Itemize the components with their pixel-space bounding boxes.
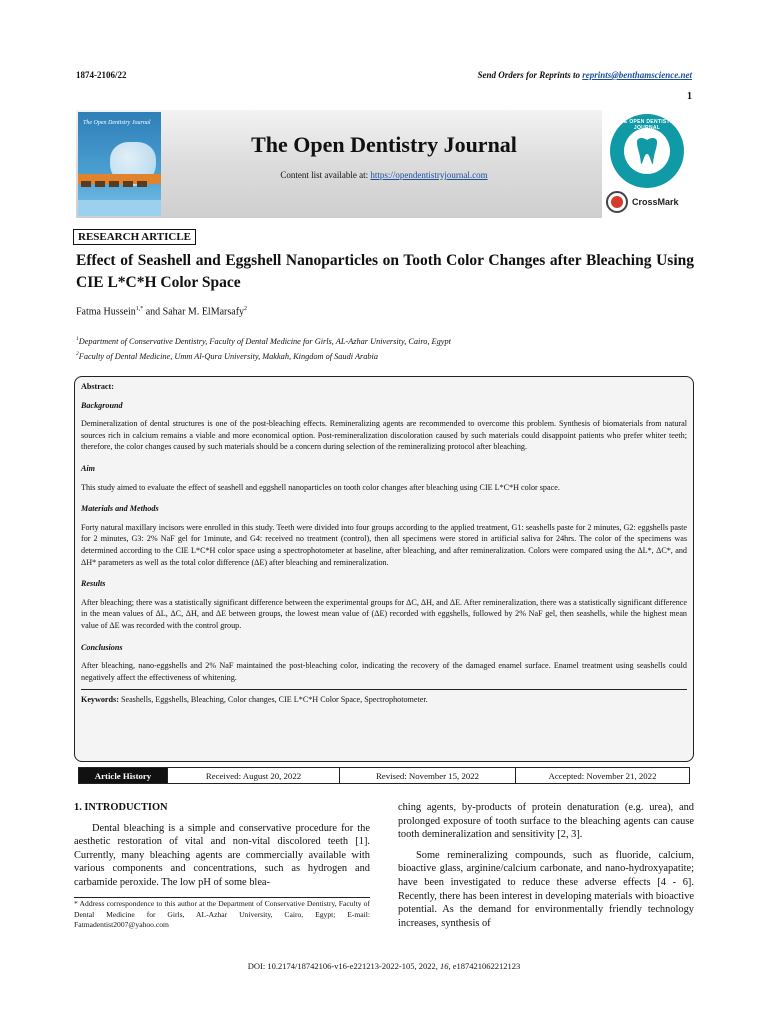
introduction-heading: 1. INTRODUCTION [74, 802, 168, 813]
journal-title: The Open Dentistry Journal [251, 132, 517, 157]
cover-strip [78, 174, 161, 184]
methods-heading: Materials and Methods [81, 504, 159, 514]
doi-prefix[interactable]: DOI: 10.2174/18742106-v16-e221213-2022-105, 2022, [247, 961, 440, 971]
author-line [76, 306, 247, 317]
journal-cover-image [78, 112, 161, 216]
conclusions-heading: Conclusions [81, 642, 123, 652]
affiliation-1: $^1$Department of Conservative Dentistry, Faculty of Dental Medicine for Girls, AL-Azhar University, Cairo, Egypt [76, 336, 451, 346]
journal-banner [76, 110, 692, 218]
background-heading: Background [81, 400, 123, 410]
methods-text: Forty natural maxillary incisors were enrolled in this study. Teeth were divided into four groups according to the applied treatment, G1: seashells paste for 2 minutes, G2: eggshells paste for 2 minutes, G3: 2% NaF gel for 1minute, and G4: received no treatment (control), then all specimens were stored in artificial saliva for 24hrs. The color of the specimens was determined according to the CIE L*C*H color space using a spectrophotometer at baseline, after bleaching, and after remineralization. Colors were compared using the ΔL*, ΔC*, and ΔH* parameters as well as the total color difference (ΔE) after bleaching and remineralization. [81, 522, 687, 567]
keywords-text: Seashells, Eggshells, Bleaching, Color changes, CIE L*C*H Color Space, Spectrophotometer. [118, 695, 428, 705]
issn: 1874-2106/22 [76, 70, 127, 80]
revised-date: Revised: November 15, 2022 [339, 768, 515, 783]
aim-text: This study aimed to evaluate the effect of seashell and eggshell nanoparticles on tooth color changes after bleaching using CIE L*C*H color space. [81, 482, 560, 492]
correspondence-footnote: * Address correspondence to this author at the Department of Conservative Dentistry, Faculty of Dental Medicine for Girls, AL-Azhar University, Cairo, Egypt; E-mail: Fatmadentist2007@yahoo.com [74, 899, 370, 929]
footnote-divider [74, 897, 370, 898]
reprints-email-link[interactable]: reprints@benthamscience.net [582, 70, 692, 80]
results-heading: Results [81, 579, 106, 589]
reprints-prefix: Send Orders for Reprints to [477, 70, 583, 80]
journal-logo-badge[interactable] [610, 114, 684, 188]
conclusions-text: After bleaching, nano-eggshells and 2% NaF maintained the post-bleaching color, indicating the recovery of the damaged enamel surface. Enamel treatment using seashells could negatively affect the effectiveness of whitening. [81, 661, 687, 682]
content-list-prefix: Content list available at: [280, 170, 371, 180]
logo-ring-text: THE OPEN DENTISTRY JOURNAL [616, 119, 678, 131]
reprints-notice [477, 70, 692, 80]
tooth-icon [624, 128, 670, 174]
crossmark-button[interactable] [606, 190, 690, 214]
page-number: 1 [687, 91, 692, 102]
intro-paragraph-1-cont: ching agents, by-products of protein denaturation (e.g. urea), and prolonged exposure of tooth surface to the bleaching agents can cause tooth demineralization and sensitivity [2, 3]. [398, 802, 694, 841]
running-header [76, 70, 692, 84]
left-column [74, 801, 370, 890]
cover-title: The Open Dentistry Journal [83, 120, 151, 126]
journal-url-link[interactable]: https://opendentistryjournal.com [370, 170, 488, 180]
right-column [398, 801, 694, 930]
author-1-sup: 1,* [135, 306, 144, 312]
journal-logo-panel [602, 110, 692, 218]
article-title: Effect of Seashell and Eggshell Nanoparticles on Tooth Color Changes after Bleaching Using CIE L*C*H Color Space [76, 252, 694, 291]
crossmark-label: CrossMark [632, 197, 679, 207]
content-list [166, 170, 602, 180]
background-text: Demineralization of dental structures is one of the post-bleaching effects. Remineralizing agents are recommended to overcome this problem. Synthesis of biomaterials from natural sources rich in calcium remains a viable and more economical option. Post-remineralization discoloration caused by such materials could disappoint patients who prefer whiter teeth; therefore, the color changes caused by such materials should be a concern during selection of the remineralizing protocol after bleaching. [81, 419, 687, 452]
author-2[interactable]: and Sahar M. ElMarsafy [143, 306, 245, 318]
accepted-date: Accepted: November 21, 2022 [515, 768, 689, 783]
author-2-sup: 2 [244, 306, 248, 312]
aim-heading: Aim [81, 463, 95, 473]
keywords-line [81, 694, 687, 706]
intro-paragraph-1: Dental bleaching is a simple and conservative procedure for the aesthetic restoration of vital and non-vital discolored teeth [1]. Currently, many bleaching agents are commercially available with various components and concentrations, such as hydrogen and carbamide peroxide. The low pH of some blea- [74, 822, 370, 888]
affiliation-2: $^2$Faculty of Dental Medicine, Umm Al-Qura University, Makkah, Kingdom of Saudi Arabia [76, 350, 379, 361]
doi-suffix: , e187421062212123 [448, 961, 521, 971]
abstract-box [74, 376, 694, 762]
keywords-label: Keywords: [81, 695, 119, 705]
doi-footer [0, 961, 768, 971]
crossmark-icon [606, 191, 628, 213]
results-text: After bleaching; there was a statistically significant difference between the experimental groups for ΔC, ΔH, and ΔE. After remineralization, there was a statistically significant difference in the mean values of ΔL, ΔC, ΔH, and ΔE between groups, the lowest mean value of (ΔE) recorded with eggshells, followed by 2% NaF gel, then seashells, while the highest mean value of ΔE was recorded with the control group. [81, 597, 687, 630]
intro-paragraph-2: Some remineralizing compounds, such as fluoride, calcium, bioactive glass, arginine/calcium carbonate, and nano-hydroxyapatite; have been investigated to reduce these adverse effects [4 - 6]. Recently, there has been interest in developing materials with bioactive potential. As the demand for environmentally friendly technology increases, synthesis of [398, 849, 694, 929]
doi-volume: 16 [439, 961, 449, 971]
abstract-heading: Abstract: [81, 382, 114, 391]
received-date: Received: August 20, 2022 [167, 768, 339, 783]
cover-bottom-band [78, 200, 161, 216]
article-history-table [78, 767, 690, 784]
keywords-divider [81, 689, 687, 690]
article-type-label: RESEARCH ARTICLE [73, 229, 196, 245]
affiliations [76, 333, 451, 363]
author-1[interactable]: Fatma Hussein [76, 306, 136, 318]
history-label: Article History [79, 768, 167, 783]
